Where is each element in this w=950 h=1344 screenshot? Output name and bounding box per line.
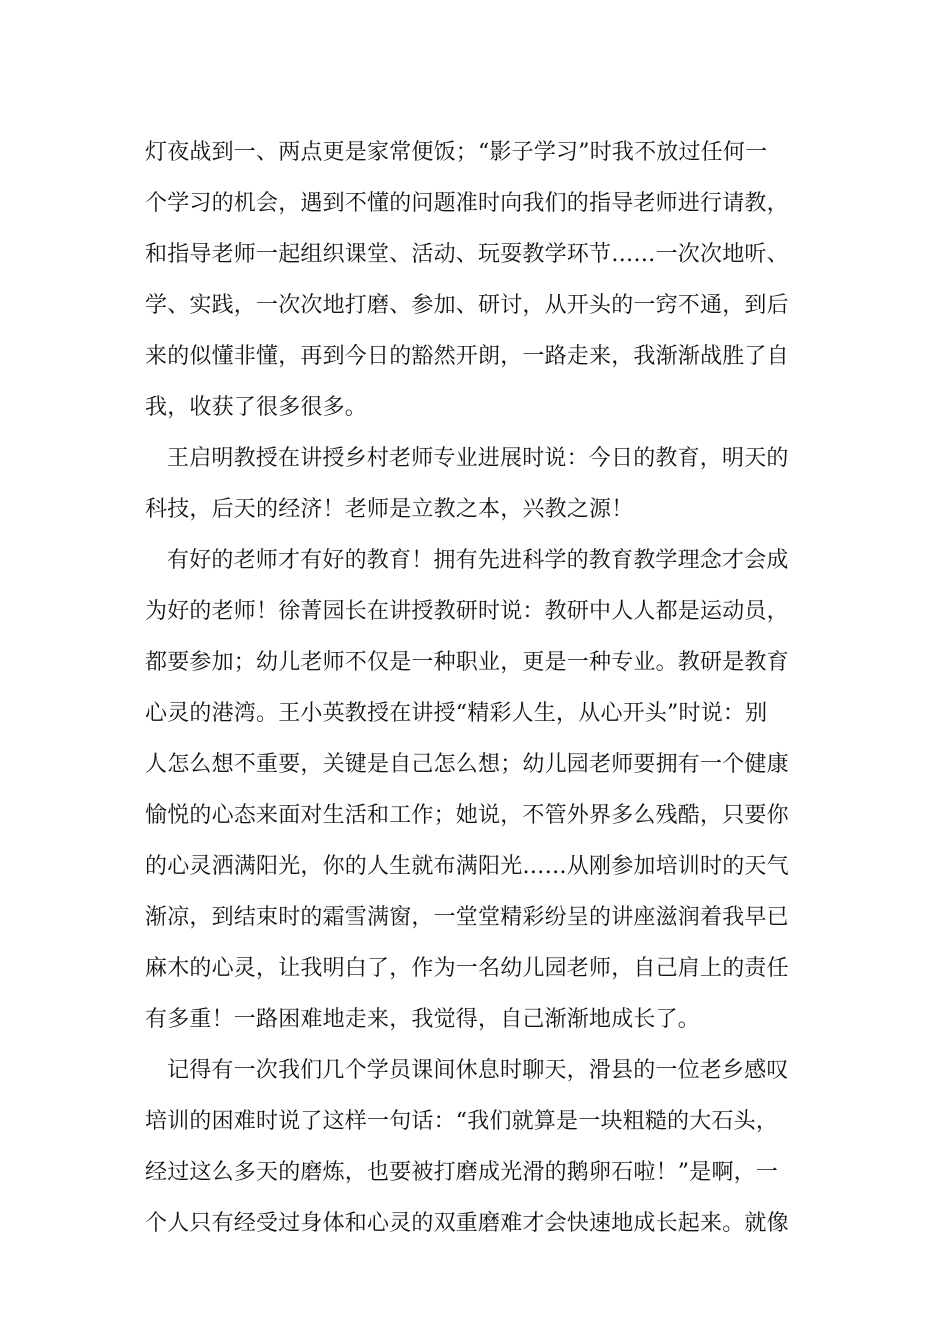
text-line: 经过这么多天的磨炼，也要被打磨成光滑的鹅卵石啦！”是啊，一 [145,1160,779,1185]
text-line: 和指导老师一起组织课堂、活动、玩耍教学环节……一次次地听、 [145,242,789,267]
paragraph-start-line: 有好的老师才有好的教育！拥有先进科学的教育教学理念才会成 [167,548,789,573]
text-line: 的心灵洒满阳光，你的人生就布满阳光……从刚参加培训时的天气 [145,854,789,879]
text-line: 为好的老师！徐菁园长在讲授教研时说：教研中人人都是运动员， [145,599,789,624]
body-text [145,127,807,1249]
paragraph-start-line: 记得有一次我们几个学员课间休息时聊天，滑县的一位老乡感叹 [167,1058,789,1083]
text-line: 渐凉，到结束时的霜雪满窗，一堂堂精彩纷呈的讲座滋润着我早已 [145,905,789,930]
text-line: 个人只有经受过身体和心灵的双重磨难才会快速地成长起来。就像 [145,1211,789,1236]
text-line: 心灵的港湾。王小英教授在讲授“精彩人生，从心开头”时说：别 [145,701,768,726]
text-line: 麻木的心灵，让我明白了，作为一名幼儿园老师，自己肩上的责任 [145,956,789,981]
text-line: 愉悦的心态来面对生活和工作；她说，不管外界多么残酷，只要你 [145,803,789,828]
text-line: 科技，后天的经济！老师是立教之本，兴教之源！ [145,497,634,522]
text-line: 我，收获了很多很多。 [145,395,368,420]
text-line: 有多重！一路困难地走来，我觉得，自己渐渐地成长了。 [145,1007,701,1032]
text-line: 都要参加；幼儿老师不仅是一种职业，更是一种专业。教研是教育 [145,650,789,675]
text-line: 培训的困难时说了这样一句话：“我们就算是一块粗糙的大石头， [145,1109,779,1134]
text-line: 灯夜战到一、两点更是家常便饭；“影子学习”时我不放过任何一 [145,140,768,165]
text-line: 学、实践，一次次地打磨、参加、研讨，从开头的一窍不通，到后 [145,293,789,318]
paragraph-start-line: 王启明教授在讲授乡村老师专业进展时说：今日的教育，明天的 [167,446,789,471]
text-line: 个学习的机会，遇到不懂的问题准时向我们的指导老师进行请教， [145,191,789,216]
text-line: 来的似懂非懂，再到今日的豁然开朗，一路走来，我渐渐战胜了自 [145,344,789,369]
text-line: 人怎么想不重要，关键是自己怎么想；幼儿园老师要拥有一个健康 [145,752,789,777]
